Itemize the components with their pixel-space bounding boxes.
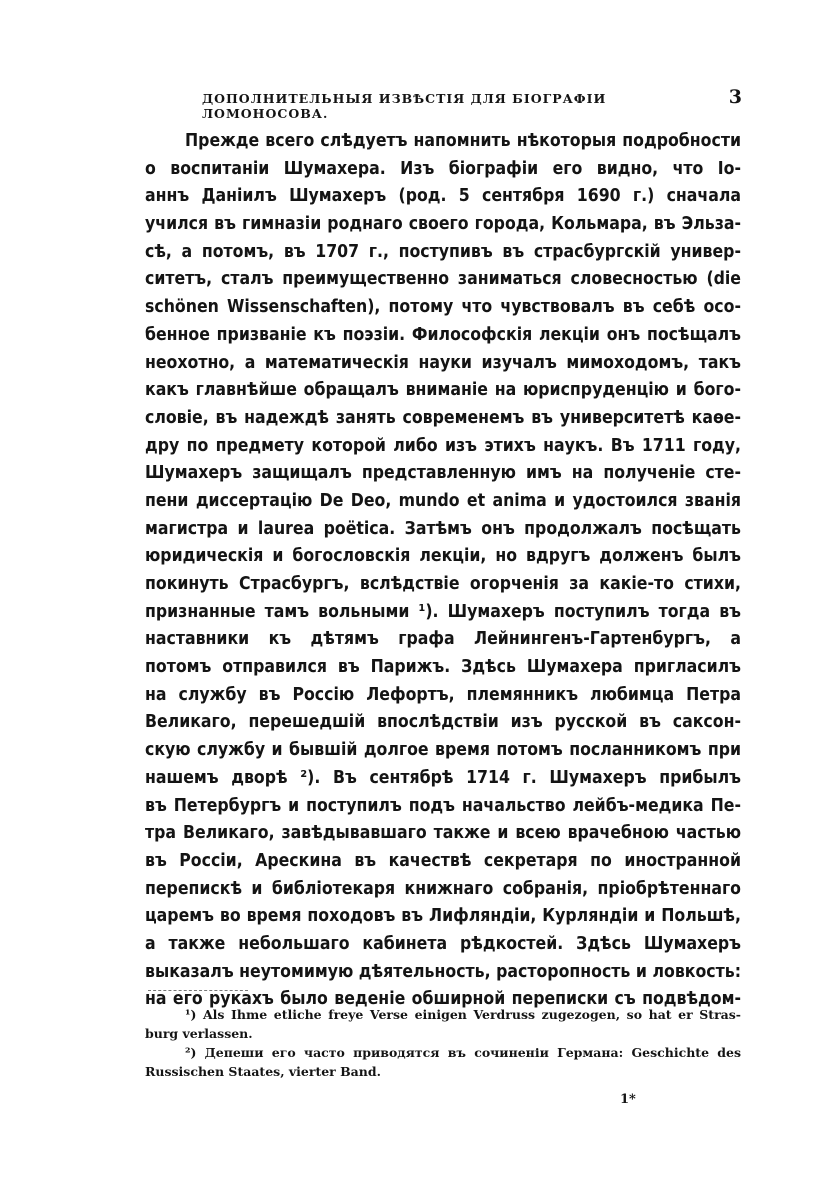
text-line: признанные тамъ вольными ¹). Шумахеръ поступилъ тогда въ xyxy=(145,601,741,622)
text-line: аннъ Даніилъ Шумахеръ (род. 5 сентября 1690 г.) сначала xyxy=(145,186,741,207)
text-line: бенное призваніе къ поэзіи. Философскія лекціи онъ посѣщалъ xyxy=(145,324,741,345)
text-line: Великаго, перешедшій впослѣдствіи изъ русской въ саксон- xyxy=(145,712,741,733)
text-line: въ Петербургъ и поступилъ подъ начальство лейбъ-медика Пе- xyxy=(145,795,741,816)
text-line: Шумахеръ защищалъ представленную имъ на полученіе сте- xyxy=(145,463,741,484)
footnotes xyxy=(145,1005,741,1081)
text-line: нашемъ дворѣ ²). Въ сентябрѣ 1714 г. Шумахеръ прибылъ xyxy=(145,767,741,788)
text-line: о воспитаніи Шумахера. Изъ біографіи его видно, что Іо- xyxy=(145,158,741,179)
body-paragraph xyxy=(145,128,741,1014)
text-line: магистра и laurea poëtica. Затѣмъ онъ продолжалъ посѣщать xyxy=(145,518,741,539)
text-line: учился въ гимназіи роднаго своего города, Кольмара, въ Эльза- xyxy=(145,214,741,235)
text-line: дру по предмету которой либо изъ этихъ наукъ. Въ 1711 году, xyxy=(145,435,741,456)
footnote-1-continuation: burg verlassen. xyxy=(145,1026,253,1041)
text-line: Прежде всего слѣдуетъ напомнить нѣкоторыя подробности xyxy=(185,131,741,151)
text-line: какъ главнѣйше обращалъ вниманіе на юриспруденцію и бого- xyxy=(145,380,741,401)
page-number: 3 xyxy=(728,86,742,108)
text-line: тра Великаго, завѣдывавшаго также и всею врачебною частью xyxy=(145,823,741,844)
text-line: неохотно, а математическія науки изучалъ мимоходомъ, такъ xyxy=(145,352,741,373)
footnote-divider xyxy=(148,990,248,991)
footnote-1: ¹) Als Ihme etliche freye Verse einigen Verdruss zugezogen, so hat er Stras- xyxy=(185,1007,741,1022)
running-title: ДОПОЛНИТЕЛЬНЫЯ ИЗВѢСТІЯ ДЛЯ БІОГРАФІИ ЛОМОНОСОВА. xyxy=(202,91,607,121)
text-line: пени диссертацію De Deo, mundo et anima и удостоился званія xyxy=(145,490,741,511)
running-head xyxy=(202,86,742,121)
text-line: покинуть Страсбургъ, вслѣдствіе огорченія за какіе-то стихи, xyxy=(145,574,741,594)
text-line: сѣ, а потомъ, въ 1707 г., поступивъ въ страсбургскій универ- xyxy=(145,241,741,262)
text-line: выказалъ неутомимую дѣятельность, расторопность и ловкость: xyxy=(145,961,741,982)
text-line: наставники къ дѣтямъ графа Лейнингенъ-Гартенбургъ, а xyxy=(145,629,741,650)
text-line: словіе, въ надеждѣ занять современемъ въ университетѣ каѳе- xyxy=(145,407,741,428)
footnote-2: ²) Депеши его часто приводятся въ сочиненіи Германа: Geschichte des xyxy=(185,1045,741,1060)
text-line: на его рукахъ было веденіе обширной переписки съ подвѣдом- xyxy=(145,989,741,1010)
text-line: ситетъ, сталъ преимущественно заниматься словесностью (die xyxy=(145,269,741,290)
text-line: потомъ отправился въ Парижъ. Здѣсь Шумахера пригласилъ xyxy=(145,657,741,678)
printer-signature-mark: 1* xyxy=(620,1092,636,1107)
text-line: schönen Wissenschaften), потому что чувствовалъ въ себѣ осо- xyxy=(145,297,741,318)
text-line: юридическія и богословскія лекціи, но вдругъ долженъ былъ xyxy=(145,546,741,567)
text-line: царемъ во время походовъ въ Лифляндіи, Курляндіи и Польшѣ, xyxy=(145,906,741,927)
text-line: скую службу и бывшій долгое время потомъ посланникомъ при xyxy=(145,740,741,761)
text-line: въ Россіи, Арескина въ качествѣ секретаря по иностранной xyxy=(145,850,741,871)
text-line: а также небольшаго кабинета рѣдкостей. Здѣсь Шумахеръ xyxy=(145,933,741,954)
footnote-2-continuation: Russischen Staates, vierter Band. xyxy=(145,1064,381,1079)
text-line: на службу въ Россію Лефортъ, племянникъ любимца Петра xyxy=(145,684,741,705)
text-line: перепискѣ и библіотекаря книжнаго собранія, пріобрѣтеннаго xyxy=(145,878,741,899)
